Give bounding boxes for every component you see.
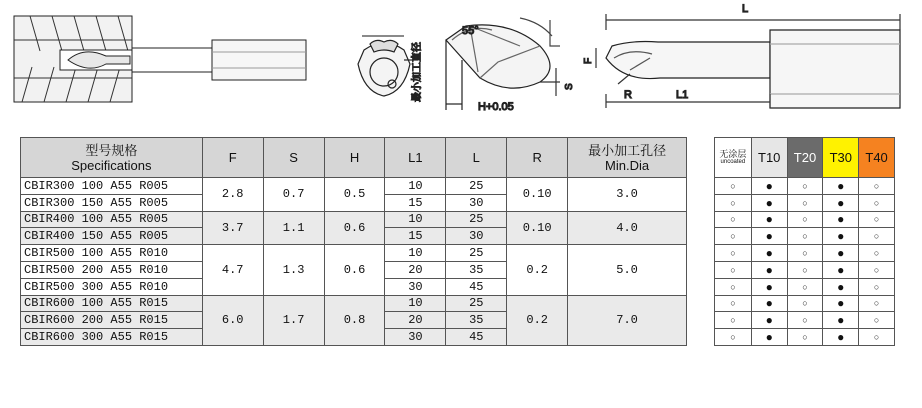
technical-drawings [0,0,922,128]
hollow-circle-icon: ○ [787,211,823,228]
header-row [21,138,687,178]
header-t10: T10 [751,138,787,178]
header-t20: T20 [787,138,823,178]
spec-row [21,295,687,312]
solid-dot-icon: ● [823,178,859,195]
header-uncoated [715,138,752,178]
coating-row [715,245,895,262]
model-cell: CBIR500 200 A55 R010 [21,261,203,278]
header-t40: T40 [859,138,895,178]
solid-dot-icon: ● [823,329,859,346]
l1-cell: 30 [385,278,446,295]
solid-dot-icon: ● [751,295,787,312]
l1-cell: 10 [385,295,446,312]
min-dia-cell: 5.0 [568,245,687,295]
r-cell: 0.10 [507,178,568,212]
solid-dot-icon: ● [751,278,787,295]
solid-dot-icon: ● [751,261,787,278]
solid-dot-icon: ● [823,261,859,278]
solid-dot-icon: ● [751,211,787,228]
l1-cell: 15 [385,228,446,245]
model-cell: CBIR600 100 A55 R015 [21,295,203,312]
hollow-circle-icon: ○ [715,261,752,278]
hollow-circle-icon: ○ [715,245,752,262]
model-cell: CBIR600 200 A55 R015 [21,312,203,329]
l1-cell: 30 [385,329,446,346]
f-cell: 4.7 [202,245,263,295]
h-tolerance-label: H+0.05 [478,101,514,113]
header-specifications [21,138,203,178]
solid-dot-icon: ● [823,194,859,211]
hollow-circle-icon: ○ [859,194,895,211]
hollow-circle-icon: ○ [787,228,823,245]
l-cell: 25 [446,295,507,312]
spec-row [21,211,687,228]
hollow-circle-icon: ○ [715,295,752,312]
hollow-circle-icon: ○ [787,312,823,329]
header-min-dia [568,138,687,178]
solid-dot-icon: ● [751,178,787,195]
hollow-circle-icon: ○ [715,312,752,329]
spec-row [21,178,687,195]
header-dia-cn: 最小加工孔径 [588,142,667,158]
coating-row [715,295,895,312]
header-l: L [446,138,507,178]
hollow-circle-icon: ○ [715,228,752,245]
hollow-circle-icon: ○ [715,194,752,211]
hollow-circle-icon: ○ [787,261,823,278]
coating-grade-table [714,137,895,346]
l-cell: 45 [446,278,507,295]
l1-label: L1 [676,89,689,101]
model-cell: CBIR400 150 A55 R005 [21,228,203,245]
hollow-circle-icon: ○ [787,178,823,195]
hollow-circle-icon: ○ [715,178,752,195]
spec-table-body [21,178,687,346]
f-cell: 2.8 [202,178,263,212]
h-cell: 0.6 [324,245,385,295]
l1-cell: 20 [385,312,446,329]
hollow-circle-icon: ○ [715,211,752,228]
l-cell: 25 [446,178,507,195]
hollow-circle-icon: ○ [859,278,895,295]
r-cell: 0.10 [507,211,568,245]
hollow-circle-icon: ○ [859,245,895,262]
hollow-circle-icon: ○ [859,295,895,312]
l1-cell: 10 [385,245,446,262]
solid-dot-icon: ● [751,312,787,329]
header-h: H [324,138,385,178]
coating-row [715,228,895,245]
hollow-circle-icon: ○ [859,312,895,329]
f-label: F [583,57,594,64]
header-s: S [263,138,324,178]
specifications-table [20,137,687,346]
drawing-end-view [358,36,423,102]
hollow-circle-icon: ○ [715,278,752,295]
model-cell: CBIR300 100 A55 R005 [21,178,203,195]
header-dia-en: Min.Dia [605,157,650,173]
l-cell: 30 [446,228,507,245]
coating-row [715,278,895,295]
s-cell: 1.1 [263,211,324,245]
l1-cell: 20 [385,261,446,278]
l1-cell: 15 [385,194,446,211]
l-cell: 35 [446,312,507,329]
uncoated-cn: 无涂层 [719,149,747,159]
hollow-circle-icon: ○ [787,245,823,262]
solid-dot-icon: ● [751,228,787,245]
model-cell: CBIR500 300 A55 R010 [21,278,203,295]
solid-dot-icon: ● [823,295,859,312]
length-label: L [742,3,749,15]
h-cell: 0.8 [324,295,385,345]
coating-row [715,178,895,195]
angle-label: 55° [462,25,479,37]
header-t30: T30 [823,138,859,178]
drawing-profile-view [446,18,575,113]
solid-dot-icon: ● [823,278,859,295]
solid-dot-icon: ● [823,228,859,245]
hollow-circle-icon: ○ [787,295,823,312]
hollow-circle-icon: ○ [859,261,895,278]
solid-dot-icon: ● [823,312,859,329]
solid-dot-icon: ● [751,329,787,346]
header-r: R [507,138,568,178]
l-cell: 25 [446,245,507,262]
l-cell: 25 [446,211,507,228]
r-cell: 0.2 [507,245,568,295]
uncoated-en: uncoated [720,159,746,165]
s-cell: 0.7 [263,178,324,212]
coating-header-row [715,138,895,178]
drawing-canvas [0,0,922,128]
hollow-circle-icon: ○ [859,329,895,346]
solid-dot-icon: ● [751,245,787,262]
hollow-circle-icon: ○ [787,278,823,295]
coating-row [715,261,895,278]
r-cell: 0.2 [507,295,568,345]
coating-row [715,329,895,346]
model-cell: CBIR300 150 A55 R005 [21,194,203,211]
drawing-threaded-bore [14,16,306,102]
header-spec-en: Specifications [71,157,152,173]
s-label: S [564,83,575,90]
coating-row [715,211,895,228]
hollow-circle-icon: ○ [859,228,895,245]
model-cell: CBIR500 100 A55 R010 [21,245,203,262]
hollow-circle-icon: ○ [787,329,823,346]
drawing-side-view [583,3,900,108]
s-cell: 1.3 [263,245,324,295]
header-l1: L1 [385,138,446,178]
coating-table-body [715,178,895,346]
spec-row [21,245,687,262]
h-cell: 0.6 [324,211,385,245]
header-f: F [202,138,263,178]
h-cell: 0.5 [324,178,385,212]
hollow-circle-icon: ○ [787,194,823,211]
coating-row [715,194,895,211]
solid-dot-icon: ● [823,211,859,228]
l1-cell: 10 [385,211,446,228]
f-cell: 3.7 [202,211,263,245]
solid-dot-icon: ● [823,245,859,262]
radius-label: R [624,89,632,101]
coating-row [715,312,895,329]
model-cell: CBIR600 300 A55 R015 [21,329,203,346]
l-cell: 45 [446,329,507,346]
hollow-circle-icon: ○ [859,178,895,195]
l1-cell: 10 [385,178,446,195]
l-cell: 30 [446,194,507,211]
min-dia-cell: 7.0 [568,295,687,345]
min-dia-cell: 3.0 [568,178,687,212]
f-cell: 6.0 [202,295,263,345]
s-cell: 1.7 [263,295,324,345]
header-spec-cn: 型号规格 [85,142,138,158]
min-dia-label: 最小加工直径 [412,42,423,102]
min-dia-cell: 4.0 [568,211,687,245]
model-cell: CBIR400 100 A55 R005 [21,211,203,228]
hollow-circle-icon: ○ [859,211,895,228]
l-cell: 35 [446,261,507,278]
hollow-circle-icon: ○ [715,329,752,346]
solid-dot-icon: ● [751,194,787,211]
